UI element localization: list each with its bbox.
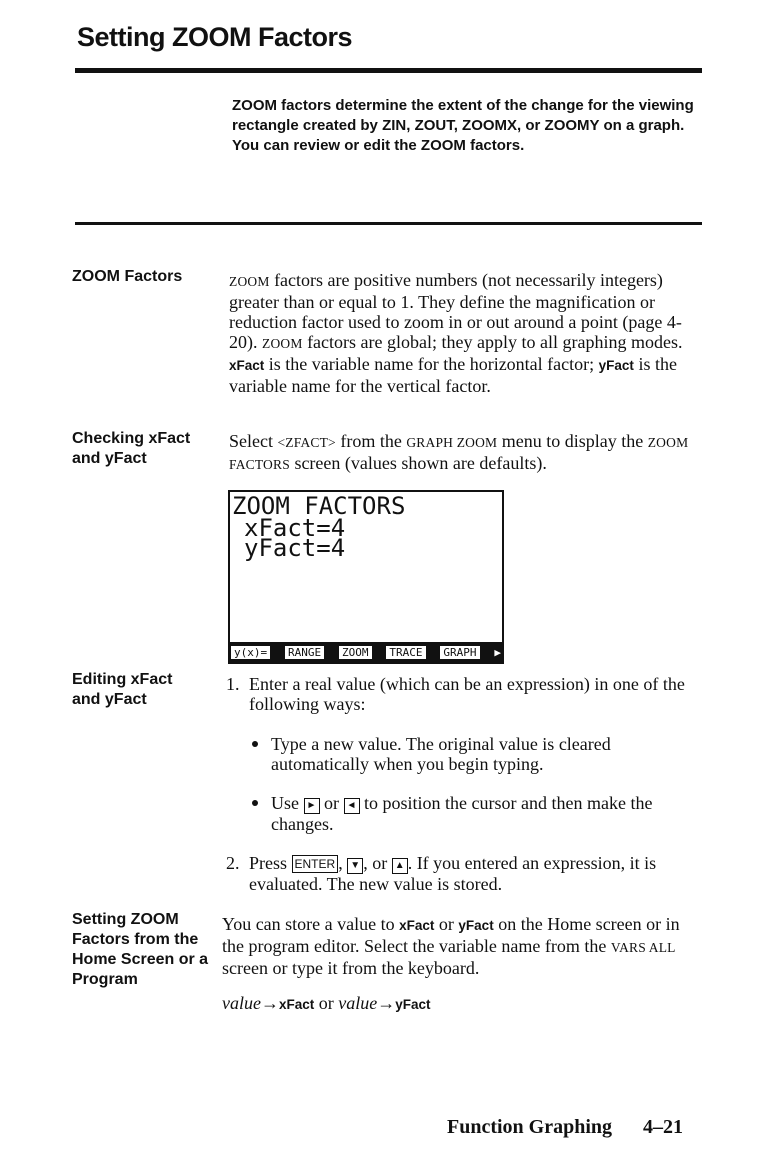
- step2-number: 2.: [226, 853, 240, 873]
- left-arrow-key-icon: ◄: [344, 798, 360, 814]
- editing-heading: Editing xFact and yFact: [72, 671, 173, 708]
- setting-heading: Setting ZOOM Factors from the Home Screen or a Program: [72, 911, 209, 988]
- bullet2-text: Use ► or ◄ to position the cursor and then make the changes.: [271, 793, 653, 834]
- step1-text: Enter a real value (which can be an expression) in one of the following ways:: [249, 674, 685, 714]
- calc-menu-more-icon: ▶: [494, 645, 501, 659]
- calc-screen-title: ZOOM FACTORS: [232, 492, 406, 520]
- page-title: Setting ZOOM Factors: [77, 22, 353, 52]
- section-rule: [75, 222, 702, 225]
- calc-menu-trace: TRACE: [386, 646, 425, 659]
- bullet-dot: [252, 741, 258, 747]
- calculator-screen: [228, 490, 504, 664]
- calc-xfact-line: xFact=4: [244, 514, 346, 542]
- step1-number: 1.: [226, 674, 240, 694]
- calc-yfact-line: yFact=4: [244, 534, 346, 562]
- footer-section-name: Function Graphing: [447, 1116, 613, 1138]
- up-arrow-key-icon: ▲: [392, 858, 408, 874]
- down-arrow-key-icon: ▼: [347, 858, 363, 874]
- right-arrow-key-icon: ►: [304, 798, 320, 814]
- calc-menu-yx: y(x)=: [231, 646, 270, 659]
- calc-menu-range: RANGE: [285, 646, 324, 659]
- bullet-dot: [252, 800, 258, 806]
- store-arrow-icon: →: [377, 993, 396, 1013]
- zoom-factors-paragraph: ZOOM factors are positive numbers (not necessarily integers) greater than or equal to 1. They define the magnification or reduction factor used to zoom in or out around a point (page 4-20). ZOOM factors are global; they apply to all graphing modes. xFact is the variable name for the horizontal factor; yFact is the variable name for the vertical factor.: [229, 270, 683, 396]
- store-syntax: value→xFact or value→yFact: [222, 993, 431, 1013]
- step2-text: Press ENTER , ▼ , or ▲ . If you entered an expression, it is evaluated. The new value is stored.: [249, 853, 657, 894]
- store-arrow-icon: →: [260, 993, 279, 1013]
- setting-paragraph: You can store a value to xFact or yFact on the Home screen or in the program editor. Select the variable name from the VARS ALL screen or type it from the keyboard.: [222, 914, 680, 978]
- intro-text: ZOOM factors determine the extent of the change for the viewing rectangle created by ZIN, ZOUT, ZOOMX, or ZOOMY on a graph. You can review or edit the ZOOM factors.: [232, 97, 694, 154]
- enter-key-icon: ENTER: [292, 855, 339, 873]
- zoom-factors-heading: ZOOM Factors: [72, 268, 183, 285]
- calc-menu-graph: GRAPH: [440, 646, 479, 659]
- bullet1-text: Type a new value. The original value is cleared automatically when you begin typing.: [271, 734, 611, 774]
- page-number: 4–21: [643, 1116, 683, 1138]
- calc-menu-zoom: ZOOM: [339, 646, 372, 659]
- calc-menu-bar: [230, 642, 502, 662]
- checking-heading: Checking xFact and yFact: [72, 430, 191, 467]
- top-rule: [75, 68, 702, 73]
- checking-paragraph: Select <ZFACT> from the GRAPH ZOOM menu to display the ZOOM FACTORS screen (values shown are defaults).: [229, 431, 689, 473]
